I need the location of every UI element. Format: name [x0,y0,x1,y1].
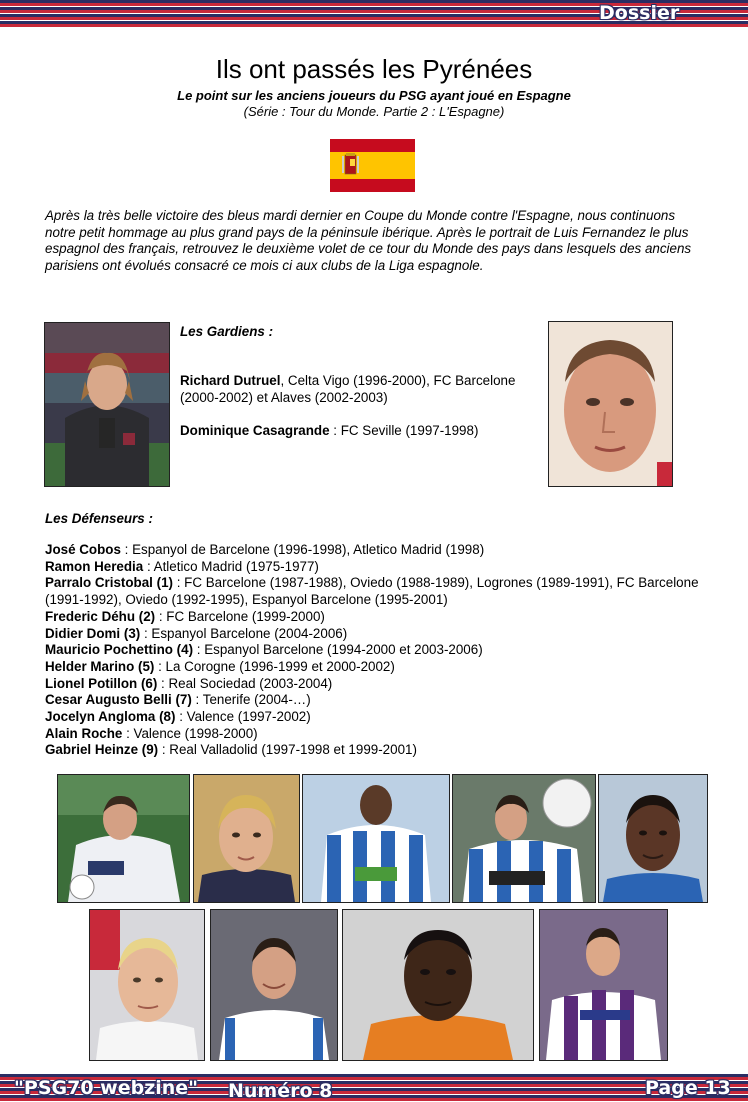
player-name: Alain Roche [45,725,123,741]
player-clubs: : FC Barcelone (1999-2000) [155,608,325,624]
spain-flag-icon [330,139,415,192]
player-name: Gabriel Heinze (9) [45,742,159,758]
list-item [45,642,715,659]
player-clubs: : La Corogne (1996-1999 et 2000-2002) [154,658,395,674]
player-clubs: : Atletico Madrid (1975-1977) [143,558,319,574]
webzine-label: "PSG70 webzine" [14,1077,199,1099]
player-clubs: : Tenerife (2004-…) [191,692,311,708]
player-name: José Cobos [45,542,121,557]
player-clubs: : Espanyol Barcelone (1994-2000 et 2003-2006) [193,642,483,658]
page-number: Page 13 [645,1077,731,1099]
player-photo-9 [539,909,668,1061]
defenders-heading: Les Défenseurs : [45,511,153,526]
list-item [45,726,715,743]
list-item [45,609,715,626]
player-clubs: : Real Sociedad (2003-2004) [157,675,333,691]
player-name: Richard Dutruel [180,373,281,388]
article-intro: Après la très belle victoire des bleus mardi dernier en Coupe du Monde contre l'Espagne, nous continuons notre petit hommage au plus grand pays de la péninsule ibérique. Après le portrait de Luis Fernandez le plus espagnol des français, retrouvez le deuxième volet de ce tour du Monde des pays dans lesquels des anciens parisiens ont évolués consacré ce mois ci aux clubs de la Liga espagnole. [45,208,692,273]
goalkeepers-heading: Les Gardiens : [180,324,274,339]
list-item [180,422,520,439]
list-item [45,659,715,676]
player-name: Ramon Heredia [45,558,144,574]
player-photo-8 [342,909,534,1061]
player-photo-5 [598,774,708,903]
list-item [45,559,715,576]
list-item [45,575,715,608]
player-clubs: : FC Seville (1997-1998) [329,423,479,438]
goalkeepers-list [180,372,520,455]
list-item [45,692,715,709]
list-item [45,542,715,559]
list-item [180,372,520,406]
player-name: Dominique Casagrande [180,423,330,438]
player-photo-3 [302,774,450,903]
player-clubs: , Celta Vigo (1996-2000), FC Barcelone (2000-2002) et Alaves (2002-2003) [180,373,516,405]
player-clubs: : Espanyol de Barcelone (1996-1998), Atletico Madrid (1998) [120,542,485,557]
player-clubs: : FC Barcelone (1987-1988), Oviedo (1988-1989), Logrones (1989-1991), FC Barcelone (1991-1992), Oviedo (1992-1995), Espanyol Barcelone (1995-2001) [45,575,699,608]
player-name: Didier Domi (3) [45,625,141,641]
player-photo-6 [89,909,205,1061]
player-name: Frederic Déhu (2) [45,608,156,624]
player-name: Mauricio Pochettino (4) [45,642,194,658]
list-item [45,709,715,726]
article-series: (Série : Tour du Monde. Partie 2 : L'Espagne) [243,104,505,119]
article-title: Ils ont passés les Pyrénées [215,54,533,84]
article-subtitle: Le point sur les anciens joueurs du PSG ayant joué en Espagne [177,88,571,103]
player-photo-4 [452,774,596,903]
photo-casagrande [548,321,673,487]
defenders-list [45,542,715,759]
list-item [45,676,715,693]
player-name: Lionel Potillon (6) [45,675,158,691]
player-clubs: : Valence (1998-2000) [122,725,258,741]
issue-number: Numéro 8 [228,1080,333,1102]
player-photo-1 [57,774,190,903]
photo-dutruel [44,322,170,487]
player-photo-7 [210,909,338,1061]
player-photo-2 [193,774,300,903]
player-clubs: : Valence (1997-2002) [175,709,311,725]
list-item [45,626,715,643]
player-name: Jocelyn Angloma (8) [45,709,176,725]
section-label: Dossier [599,2,680,24]
player-name: Cesar Augusto Belli (7) [45,692,192,708]
player-name: Helder Marino (5) [45,658,155,674]
list-item [45,742,715,759]
player-name: Parralo Cristobal (1) [45,575,173,591]
player-clubs: : Espanyol Barcelone (2004-2006) [140,625,348,641]
player-clubs: : Real Valladolid (1997-1998 et 1999-2001) [158,742,417,758]
